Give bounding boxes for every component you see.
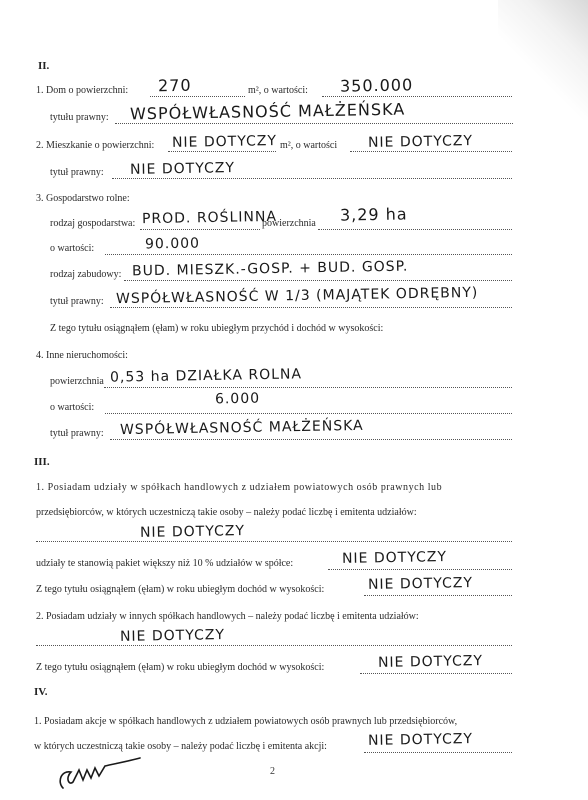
- house-value: 350.000: [339, 75, 414, 96]
- farm-label: 3. Gospodarstwo rolne:: [36, 193, 130, 204]
- shares-income-label: Z tego tytułu osiągnąłem (ęłam) w roku ubiegłym dochód w wysokości:: [36, 584, 325, 595]
- farm-build-value: BUD. MIESZK.-GOSP. + BUD. GOSP.: [131, 258, 409, 280]
- house-title-line: [115, 123, 513, 124]
- shares-answer-line: [36, 541, 512, 542]
- farm-kind-line: [140, 229, 260, 230]
- farm-title-value: WSPÓŁWŁASNOŚĆ W 1/3 (MAJĄTEK ODRĘBNY): [115, 284, 479, 308]
- section-heading-iii: III.: [34, 456, 50, 468]
- other-area-value: 0,53 ha DZIAŁKA ROLNA: [109, 366, 303, 386]
- house-value-label: m², o wartości:: [248, 85, 308, 96]
- other-shares-income-line: [360, 673, 512, 674]
- other-property-label: 4. Inne nieruchomości:: [36, 350, 128, 361]
- house-value-line: [322, 96, 512, 97]
- shares-income-line: [364, 595, 512, 596]
- other-shares-income-label: Z tego tytułu osiągnąłem (ęłam) w roku ubiegłym dochód w wysokości:: [36, 662, 325, 673]
- stocks-line-2: w których uczestniczą takie osoby – należy podać liczbę i emitenta akcji:: [34, 741, 327, 752]
- shares-pakiet-answer: NIE DOTYCZY: [341, 549, 448, 567]
- signature: [55, 748, 165, 798]
- flat-area-line: [168, 151, 276, 152]
- flat-area-label: 2. Mieszkanie o powierzchni:: [36, 140, 155, 151]
- farm-title-line: [110, 307, 512, 308]
- other-title-value: WSPÓŁWŁASNOŚĆ MAŁŻEŃSKA: [119, 417, 364, 439]
- other-area-label: powierzchnia: [50, 376, 104, 387]
- farm-value: 90.000: [144, 235, 201, 253]
- other-shares-answer-line: [36, 645, 512, 646]
- house-area-label: 1. Dom o powierzchni:: [36, 85, 129, 96]
- house-area-value: 270: [157, 75, 192, 96]
- other-value-line: [105, 413, 512, 414]
- farm-kind-label: rodzaj gospodarstwa:: [50, 218, 136, 229]
- farm-value-label: o wartości:: [50, 243, 95, 254]
- farm-area-line: [318, 229, 512, 230]
- shares-line-2: przedsiębiorców, w których uczestniczą takie osoby – należy podać liczbę i emitenta udziałów:: [36, 507, 417, 518]
- flat-area-value: NIE DOTYCZY: [171, 133, 278, 151]
- farm-value-line: [105, 254, 512, 255]
- shares-pakiet-line: [328, 569, 512, 570]
- flat-value: NIE DOTYCZY: [367, 133, 474, 151]
- house-title-label: tytułu prawny:: [50, 112, 109, 123]
- flat-title-label: tytuł prawny:: [50, 167, 104, 178]
- stocks-line-1: 1. Posiadam akcje w spółkach handlowych z udziałem powiatowych osób prawnych lub przedsiębiorców,: [34, 716, 458, 727]
- folded-corner: [498, 0, 588, 120]
- house-title-value: WSPÓŁWŁASNOŚĆ MAŁŻEŃSKA: [129, 99, 406, 124]
- farm-income-label: Z tego tytułu osiągnąłem (ęłam) w roku ubiegłym przychód i dochód w wysokości:: [50, 323, 384, 334]
- section-heading-ii: II.: [38, 60, 50, 72]
- farm-title-label: tytuł prawny:: [50, 296, 104, 307]
- shares-answer: NIE DOTYCZY: [139, 523, 246, 541]
- shares-pakiet-label: udziały te stanowią pakiet większy niż 10 % udziałów w spółce:: [36, 558, 294, 569]
- other-shares-income-answer: NIE DOTYCZY: [377, 653, 484, 671]
- farm-area-value: 3,29 ha: [339, 204, 408, 225]
- flat-title-line: [112, 178, 512, 179]
- farm-kind-value: PROD. ROŚLINNA: [141, 208, 278, 228]
- other-title-line: [110, 439, 512, 440]
- farm-build-label: rodzaj zabudowy:: [50, 269, 122, 280]
- section-heading-iv: IV.: [34, 686, 48, 698]
- other-value-label: o wartości:: [50, 402, 95, 413]
- farm-area-label: powierzchnia: [262, 218, 316, 229]
- other-shares-answer: NIE DOTYCZY: [119, 627, 226, 645]
- stocks-answer: NIE DOTYCZY: [367, 731, 474, 749]
- stocks-answer-line: [364, 752, 512, 753]
- page-number: 2: [270, 766, 275, 777]
- house-area-line: [150, 96, 245, 97]
- flat-title-value: NIE DOTYCZY: [129, 160, 236, 178]
- shares-line-1: 1. Posiadam udziały w spółkach handlowych z udziałem powiatowych osób prawnych lub: [36, 482, 443, 493]
- flat-value-label: m², o wartości: [280, 140, 338, 151]
- other-area-line: [104, 387, 512, 388]
- other-value: 6.000: [214, 390, 261, 408]
- farm-build-line: [124, 280, 512, 281]
- flat-value-line: [350, 151, 512, 152]
- shares-income-answer: NIE DOTYCZY: [367, 575, 474, 593]
- other-shares-line: 2. Posiadam udziały w innych spółkach handlowych – należy podać liczbę i emitenta udziałów:: [36, 611, 419, 622]
- other-title-label: tytuł prawny:: [50, 428, 104, 439]
